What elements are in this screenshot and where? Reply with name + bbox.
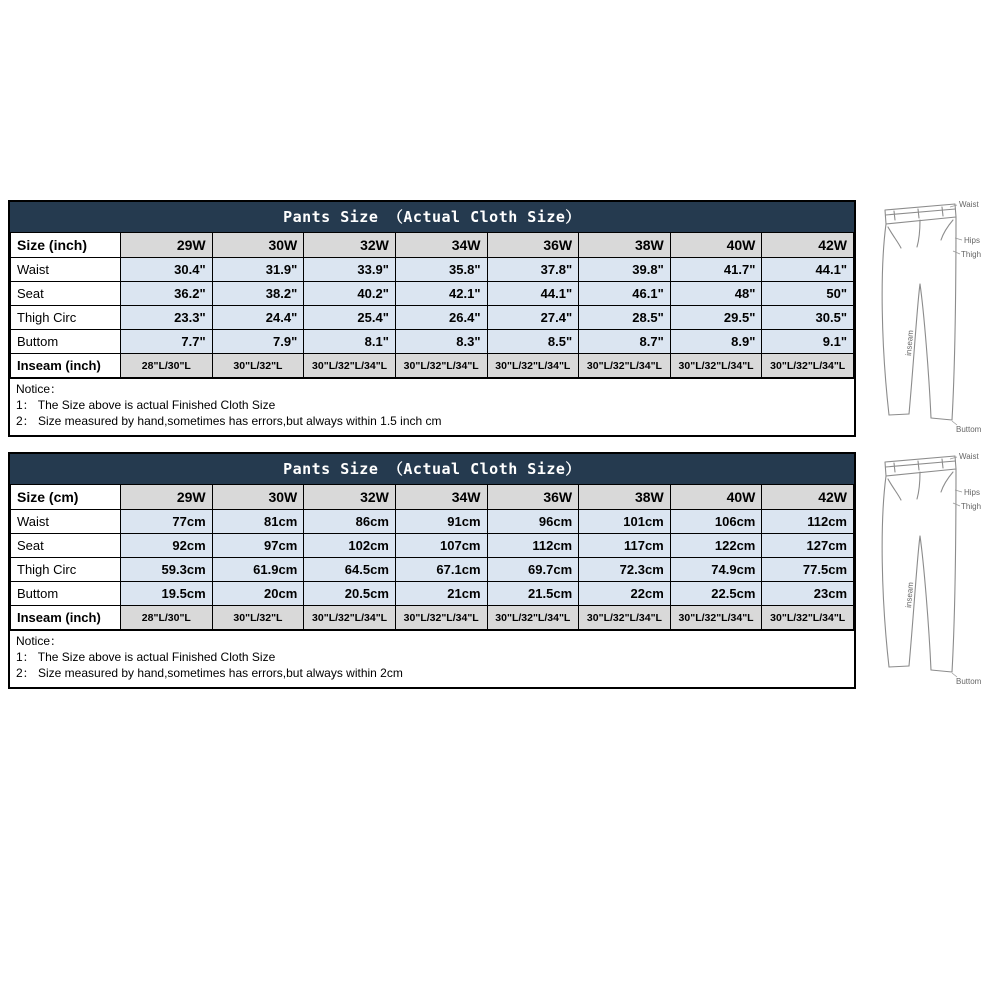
thigh-label: Thigh [961, 250, 982, 259]
table-title: Pants Size （Actual Cloth Size） [10, 454, 854, 484]
cell-value: 23.3" [121, 306, 213, 330]
table-row [11, 534, 854, 558]
row-label: Waist [11, 258, 121, 282]
notice-heading: Notice： [16, 382, 63, 396]
cm-size-table-container [10, 484, 854, 630]
cell-value: 37.8" [487, 258, 579, 282]
cell-value: 9.1" [762, 330, 854, 354]
table-row [11, 306, 854, 330]
cell-value: 30"L/32"L/34"L [762, 606, 854, 630]
cell-value: 7.7" [121, 330, 213, 354]
cell-value: 39.8" [579, 258, 671, 282]
cell-value: 22cm [579, 582, 671, 606]
cm-size-table-section [8, 452, 856, 689]
column-header: 34W [395, 233, 487, 258]
notice-item: 2： Size measured by hand,sometimes has errors,but always within 2cm [16, 666, 403, 680]
cell-value: 44.1" [762, 258, 854, 282]
left-pocket-line [888, 479, 901, 500]
cell-value: 30"L/32"L/34"L [395, 606, 487, 630]
hips-label: Hips [964, 236, 981, 245]
cell-value: 42.1" [395, 282, 487, 306]
row-label: Inseam (inch) [11, 606, 121, 630]
table-row [11, 606, 854, 630]
cell-value: 7.9" [212, 330, 304, 354]
table-row [11, 558, 854, 582]
column-header: 34W [395, 485, 487, 510]
cell-value: 23cm [762, 582, 854, 606]
cell-value: 29.5" [670, 306, 762, 330]
thigh-label: Thigh [961, 502, 982, 511]
inseam-label: inseam [904, 581, 916, 609]
table-row [11, 258, 854, 282]
cell-value: 36.2" [121, 282, 213, 306]
pants-line-drawing [860, 194, 988, 436]
cell-value: 102cm [304, 534, 396, 558]
pants-diagram-cm [860, 446, 990, 688]
cell-value: 30"L/32"L [212, 606, 304, 630]
cell-value: 59.3cm [121, 558, 213, 582]
cell-value: 30"L/32"L/34"L [579, 606, 671, 630]
notice-block [10, 630, 854, 687]
cell-value: 30"L/32"L [212, 354, 304, 378]
corner-label: Size (inch) [11, 233, 121, 258]
cell-value: 97cm [212, 534, 304, 558]
cell-value: 72.3cm [579, 558, 671, 582]
corner-label: Size (cm) [11, 485, 121, 510]
cell-value: 38.2" [212, 282, 304, 306]
cell-value: 8.1" [304, 330, 396, 354]
cell-value: 117cm [579, 534, 671, 558]
cell-value: 30.4" [121, 258, 213, 282]
cell-value: 74.9cm [670, 558, 762, 582]
column-header: 38W [579, 233, 671, 258]
column-header: 36W [487, 485, 579, 510]
row-label: Buttom [11, 582, 121, 606]
waist-label: Waist [959, 200, 979, 209]
cell-value: 122cm [670, 534, 762, 558]
cell-value: 46.1" [579, 282, 671, 306]
column-header: 32W [304, 233, 396, 258]
cell-value: 35.8" [395, 258, 487, 282]
column-header: 40W [670, 485, 762, 510]
cell-value: 30"L/32"L/34"L [487, 606, 579, 630]
column-header: 29W [121, 233, 213, 258]
cell-value: 30"L/32"L/34"L [579, 354, 671, 378]
cell-value: 21cm [395, 582, 487, 606]
cell-value: 28"L/30"L [121, 606, 213, 630]
cell-value: 77.5cm [762, 558, 854, 582]
cell-value: 107cm [395, 534, 487, 558]
cell-value: 44.1" [487, 282, 579, 306]
cell-value: 77cm [121, 510, 213, 534]
cell-value: 28.5" [579, 306, 671, 330]
row-label: Seat [11, 282, 121, 306]
cell-value: 30"L/32"L/34"L [304, 606, 396, 630]
cell-value: 40.2" [304, 282, 396, 306]
cell-value: 30.5" [762, 306, 854, 330]
notice-block [10, 378, 854, 435]
cell-value: 67.1cm [395, 558, 487, 582]
cell-value: 101cm [579, 510, 671, 534]
table-row [11, 510, 854, 534]
cell-value: 20cm [212, 582, 304, 606]
cell-value: 33.9" [304, 258, 396, 282]
row-label: Waist [11, 510, 121, 534]
cell-value: 86cm [304, 510, 396, 534]
notice-heading: Notice： [16, 634, 63, 648]
cell-value: 30"L/32"L/34"L [487, 354, 579, 378]
cell-value: 30"L/32"L/34"L [304, 354, 396, 378]
fly-line [917, 220, 920, 247]
cell-value: 28"L/30"L [121, 354, 213, 378]
column-header: 40W [670, 233, 762, 258]
table-row [11, 354, 854, 378]
cell-value: 106cm [670, 510, 762, 534]
column-header: 42W [762, 485, 854, 510]
cell-value: 8.3" [395, 330, 487, 354]
notice-item: 2： Size measured by hand,sometimes has errors,but always within 1.5 inch cm [16, 414, 442, 428]
buttom-label: Buttom [956, 425, 982, 434]
column-header: 30W [212, 233, 304, 258]
row-label: Seat [11, 534, 121, 558]
left-pocket-line [888, 227, 901, 248]
row-label: Thigh Circ [11, 558, 121, 582]
pants-diagram-inch [860, 194, 990, 436]
hips-label: Hips [964, 488, 981, 497]
table-title: Pants Size （Actual Cloth Size） [10, 202, 854, 232]
row-label: Thigh Circ [11, 306, 121, 330]
cell-value: 41.7" [670, 258, 762, 282]
cell-value: 8.7" [579, 330, 671, 354]
table-row [11, 582, 854, 606]
inseam-label: inseam [904, 329, 916, 357]
cell-value: 26.4" [395, 306, 487, 330]
cell-value: 112cm [487, 534, 579, 558]
cell-value: 31.9" [212, 258, 304, 282]
cell-value: 92cm [121, 534, 213, 558]
size-table [10, 484, 854, 630]
cell-value: 81cm [212, 510, 304, 534]
waist-label: Waist [959, 452, 979, 461]
cell-value: 20.5cm [304, 582, 396, 606]
cell-value: 61.9cm [212, 558, 304, 582]
table-row [11, 330, 854, 354]
cell-value: 30"L/32"L/34"L [395, 354, 487, 378]
cell-value: 30"L/32"L/34"L [670, 354, 762, 378]
size-table [10, 232, 854, 378]
cell-value: 19.5cm [121, 582, 213, 606]
inch-size-table-section [8, 200, 856, 437]
cell-value: 8.9" [670, 330, 762, 354]
cell-value: 112cm [762, 510, 854, 534]
column-header: 42W [762, 233, 854, 258]
right-pocket-line [941, 220, 953, 240]
column-header: 36W [487, 233, 579, 258]
buttom-label: Buttom [956, 677, 982, 686]
notice-item: 1： The Size above is actual Finished Cloth Size [16, 398, 276, 412]
cell-value: 30"L/32"L/34"L [762, 354, 854, 378]
table-row [11, 282, 854, 306]
cell-value: 25.4" [304, 306, 396, 330]
column-header: 30W [212, 485, 304, 510]
cell-value: 64.5cm [304, 558, 396, 582]
right-pocket-line [941, 472, 953, 492]
inch-size-table-container [10, 232, 854, 378]
cell-value: 127cm [762, 534, 854, 558]
cell-value: 30"L/32"L/34"L [670, 606, 762, 630]
row-label: Buttom [11, 330, 121, 354]
fly-line [917, 472, 920, 499]
cell-value: 8.5" [487, 330, 579, 354]
cell-value: 50" [762, 282, 854, 306]
cell-value: 96cm [487, 510, 579, 534]
pants-line-drawing [860, 446, 988, 688]
column-header: 32W [304, 485, 396, 510]
column-header: 38W [579, 485, 671, 510]
cell-value: 22.5cm [670, 582, 762, 606]
cell-value: 21.5cm [487, 582, 579, 606]
notice-item: 1： The Size above is actual Finished Cloth Size [16, 650, 276, 664]
cell-value: 91cm [395, 510, 487, 534]
cell-value: 27.4" [487, 306, 579, 330]
cell-value: 69.7cm [487, 558, 579, 582]
column-header: 29W [121, 485, 213, 510]
row-label: Inseam (inch) [11, 354, 121, 378]
cell-value: 24.4" [212, 306, 304, 330]
cell-value: 48" [670, 282, 762, 306]
